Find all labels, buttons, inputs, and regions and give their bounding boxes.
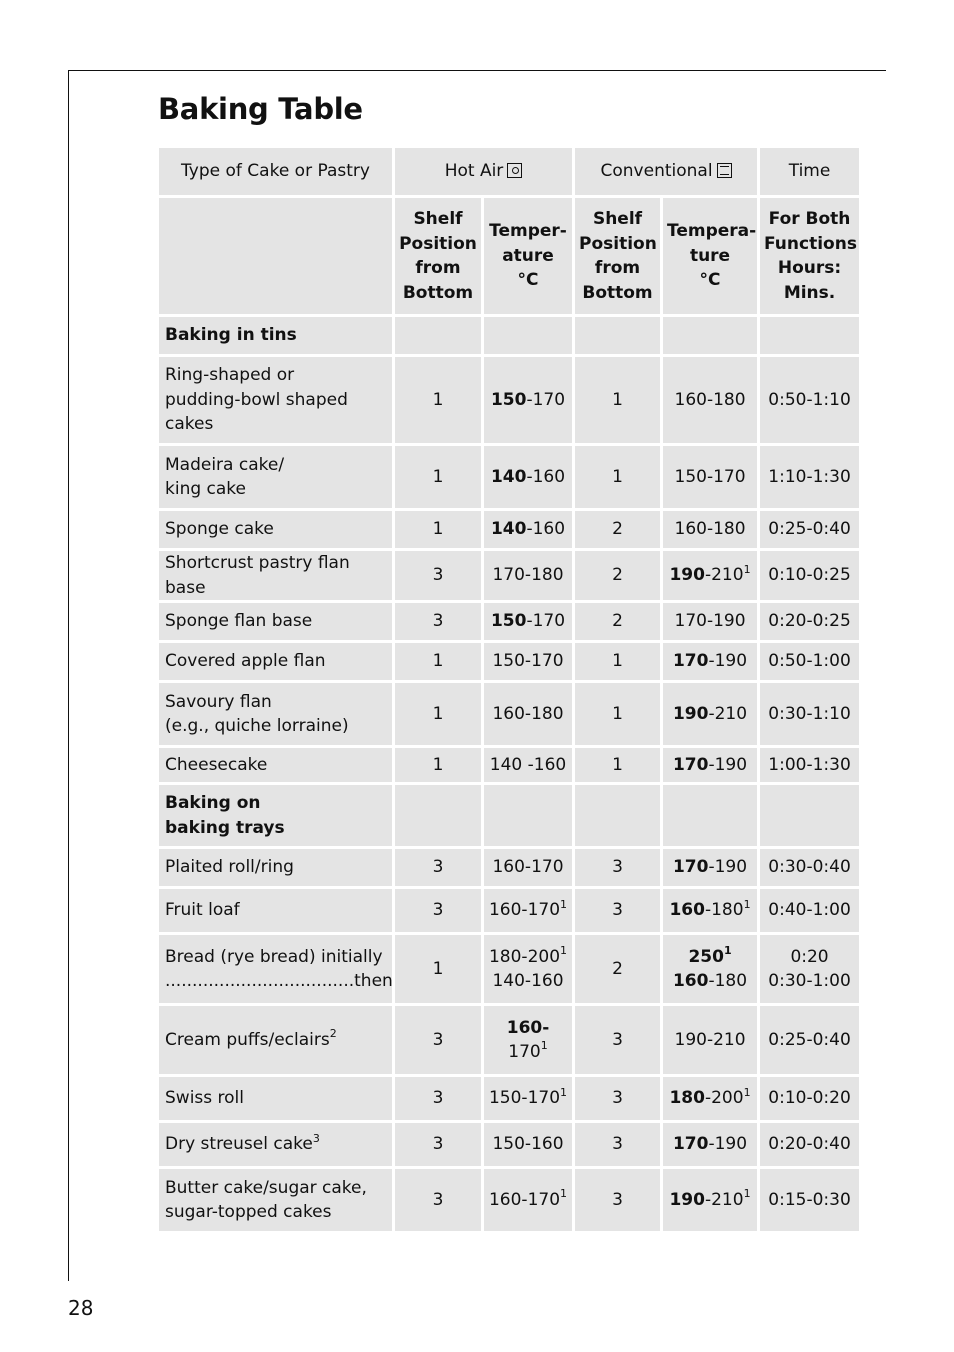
conventional-temperature: $190-210^1$	[663, 1169, 757, 1231]
conventional-shelf: 1	[575, 643, 660, 680]
hot-air-shelf: 1	[395, 446, 481, 508]
conventional-shelf: 3	[575, 889, 660, 932]
baking-time: 0:15-0:30	[760, 1169, 859, 1231]
table-row	[159, 1077, 859, 1120]
hot-air-temperature: 170-180	[484, 551, 572, 600]
cake-name: Cream puffs/eclairs$^2$	[159, 1006, 392, 1074]
hot-air-shelf: 3	[395, 1006, 481, 1074]
baking-table	[156, 145, 862, 1234]
section-row	[159, 785, 859, 846]
header-row	[159, 148, 859, 195]
conventional-shelf: 1	[575, 683, 660, 745]
conventional-shelf: 1	[575, 446, 660, 508]
left-rule	[68, 70, 69, 1281]
hot-air-shelf: 3	[395, 551, 481, 600]
hot-air-shelf: 1	[395, 683, 481, 745]
table-row	[159, 935, 859, 1003]
subheader-empty	[159, 198, 392, 314]
conventional-temperature: $190-210^1$	[663, 551, 757, 600]
conventional-temperature: 170-190	[663, 849, 757, 886]
subheader-shelf-conv: Shelf Position from Bottom	[575, 198, 660, 314]
table-row	[159, 1169, 859, 1231]
table-row	[159, 1123, 859, 1166]
cake-name: Madeira cake/ king cake	[159, 446, 392, 508]
conventional-shelf: 2	[575, 551, 660, 600]
conventional-shelf: 3	[575, 849, 660, 886]
hot-air-temperature: 140 -160	[484, 748, 572, 782]
table-row	[159, 889, 859, 932]
hot-air-shelf: 1	[395, 748, 481, 782]
table-row	[159, 511, 859, 548]
baking-time: 0:10-0:20	[760, 1077, 859, 1120]
conventional-temperature: 150-170	[663, 446, 757, 508]
cake-name: Bread (rye bread) initially ...................................then	[159, 935, 392, 1003]
cake-name: Butter cake/sugar cake, sugar-topped cakes	[159, 1169, 392, 1231]
top-bottom-heat-icon	[717, 163, 732, 178]
conventional-shelf	[575, 785, 660, 846]
hot-air-temperature: 160- $170^1$	[484, 1006, 572, 1074]
conventional-temperature	[663, 785, 757, 846]
hot-air-temperature: $160-170^1$	[484, 889, 572, 932]
baking-time: 0:30-1:10	[760, 683, 859, 745]
header-hot-air: Hot Air	[395, 148, 572, 195]
baking-time: 0:20-0:25	[760, 603, 859, 640]
conventional-shelf: 3	[575, 1169, 660, 1231]
hot-air-temperature: 150-160	[484, 1123, 572, 1166]
cake-name: Ring-shaped or pudding-bowl shaped cakes	[159, 357, 392, 443]
hot-air-shelf: 3	[395, 849, 481, 886]
section-row	[159, 317, 859, 354]
conventional-temperature: 190-210	[663, 683, 757, 745]
hot-air-shelf	[395, 785, 481, 846]
conventional-temperature: $160-180^1$	[663, 889, 757, 932]
baking-time	[760, 317, 859, 354]
header-conventional: Conventional	[575, 148, 757, 195]
table-row	[159, 446, 859, 508]
baking-time: 0:30-0:40	[760, 849, 859, 886]
cake-name: Plaited roll/ring	[159, 849, 392, 886]
conventional-temperature: 170-190	[663, 603, 757, 640]
subheader-temp-hot: Temper- ature °C	[484, 198, 572, 314]
hot-air-temperature: $150-170^1$	[484, 1077, 572, 1120]
hot-air-shelf: 3	[395, 1169, 481, 1231]
subheader-shelf-hot: Shelf Position from Bottom	[395, 198, 481, 314]
cake-name: Sponge flan base	[159, 603, 392, 640]
baking-time: 0:25-0:40	[760, 511, 859, 548]
hot-air-shelf: 1	[395, 935, 481, 1003]
hot-air-temperature: 140-160	[484, 511, 572, 548]
header-time: Time	[760, 148, 859, 195]
subheader-time: For Both Functions Hours: Mins.	[760, 198, 859, 314]
conventional-shelf: 2	[575, 935, 660, 1003]
table-row	[159, 748, 859, 782]
hot-air-shelf: 1	[395, 357, 481, 443]
conventional-temperature: 170-190	[663, 643, 757, 680]
baking-time: 0:50-1:10	[760, 357, 859, 443]
conventional-shelf: 2	[575, 603, 660, 640]
conventional-temperature: 170-190	[663, 748, 757, 782]
conventional-temperature: 160-180	[663, 357, 757, 443]
baking-time: 0:10-0:25	[760, 551, 859, 600]
table-row	[159, 551, 859, 600]
subheader-row	[159, 198, 859, 314]
hot-air-temperature: 140-160	[484, 446, 572, 508]
cake-name: Cheesecake	[159, 748, 392, 782]
conventional-temperature: $250^1$ 160-180	[663, 935, 757, 1003]
cake-name: Covered apple flan	[159, 643, 392, 680]
cake-name: Dry streusel cake$^3$	[159, 1123, 392, 1166]
page-title: Baking Table	[158, 92, 363, 126]
conventional-temperature	[663, 317, 757, 354]
cake-name: Fruit loaf	[159, 889, 392, 932]
conventional-shelf	[575, 317, 660, 354]
fan-oven-icon	[507, 163, 522, 178]
table-row	[159, 683, 859, 745]
hot-air-temperature: $160-170^1$	[484, 1169, 572, 1231]
section-title: Baking on baking trays	[159, 785, 392, 846]
hot-air-temperature: 160-170	[484, 849, 572, 886]
baking-time: 0:20-0:40	[760, 1123, 859, 1166]
subheader-temp-conv: Tempera- ture °C	[663, 198, 757, 314]
hot-air-shelf: 3	[395, 1123, 481, 1166]
hot-air-shelf: 3	[395, 1077, 481, 1120]
hot-air-temperature: $180-200^1$ 140-160	[484, 935, 572, 1003]
hot-air-shelf: 1	[395, 511, 481, 548]
table-row	[159, 603, 859, 640]
hot-air-temperature: 150-170	[484, 357, 572, 443]
conventional-shelf: 3	[575, 1077, 660, 1120]
header-type: Type of Cake or Pastry	[159, 148, 392, 195]
hot-air-shelf	[395, 317, 481, 354]
conventional-shelf: 2	[575, 511, 660, 548]
cake-name: Shortcrust pastry flan base	[159, 551, 392, 600]
conventional-shelf: 3	[575, 1006, 660, 1074]
cake-name: Sponge cake	[159, 511, 392, 548]
conventional-shelf: 3	[575, 1123, 660, 1166]
conventional-temperature: 170-190	[663, 1123, 757, 1166]
page-number: 28	[68, 1296, 94, 1320]
conventional-shelf: 1	[575, 357, 660, 443]
baking-time: 1:00-1:30	[760, 748, 859, 782]
hot-air-temperature	[484, 785, 572, 846]
baking-time: 0:25-0:40	[760, 1006, 859, 1074]
baking-time: 0:40-1:00	[760, 889, 859, 932]
baking-time: 0:50-1:00	[760, 643, 859, 680]
table-row	[159, 1006, 859, 1074]
top-rule	[68, 70, 886, 71]
baking-time: 1:10-1:30	[760, 446, 859, 508]
baking-time	[760, 785, 859, 846]
conventional-temperature: $180-200^1$	[663, 1077, 757, 1120]
cake-name: Savoury flan (e.g., quiche lorraine)	[159, 683, 392, 745]
section-title: Baking in tins	[159, 317, 392, 354]
baking-time: 0:20 0:30-1:00	[760, 935, 859, 1003]
conventional-shelf: 1	[575, 748, 660, 782]
hot-air-shelf: 3	[395, 889, 481, 932]
hot-air-shelf: 1	[395, 643, 481, 680]
hot-air-temperature: 150-170	[484, 603, 572, 640]
table-row	[159, 357, 859, 443]
cake-name: Swiss roll	[159, 1077, 392, 1120]
hot-air-temperature: 160-180	[484, 683, 572, 745]
hot-air-temperature: 150-170	[484, 643, 572, 680]
conventional-temperature: 190-210	[663, 1006, 757, 1074]
hot-air-temperature	[484, 317, 572, 354]
table-row	[159, 849, 859, 886]
hot-air-shelf: 3	[395, 603, 481, 640]
table-row	[159, 643, 859, 680]
conventional-temperature: 160-180	[663, 511, 757, 548]
